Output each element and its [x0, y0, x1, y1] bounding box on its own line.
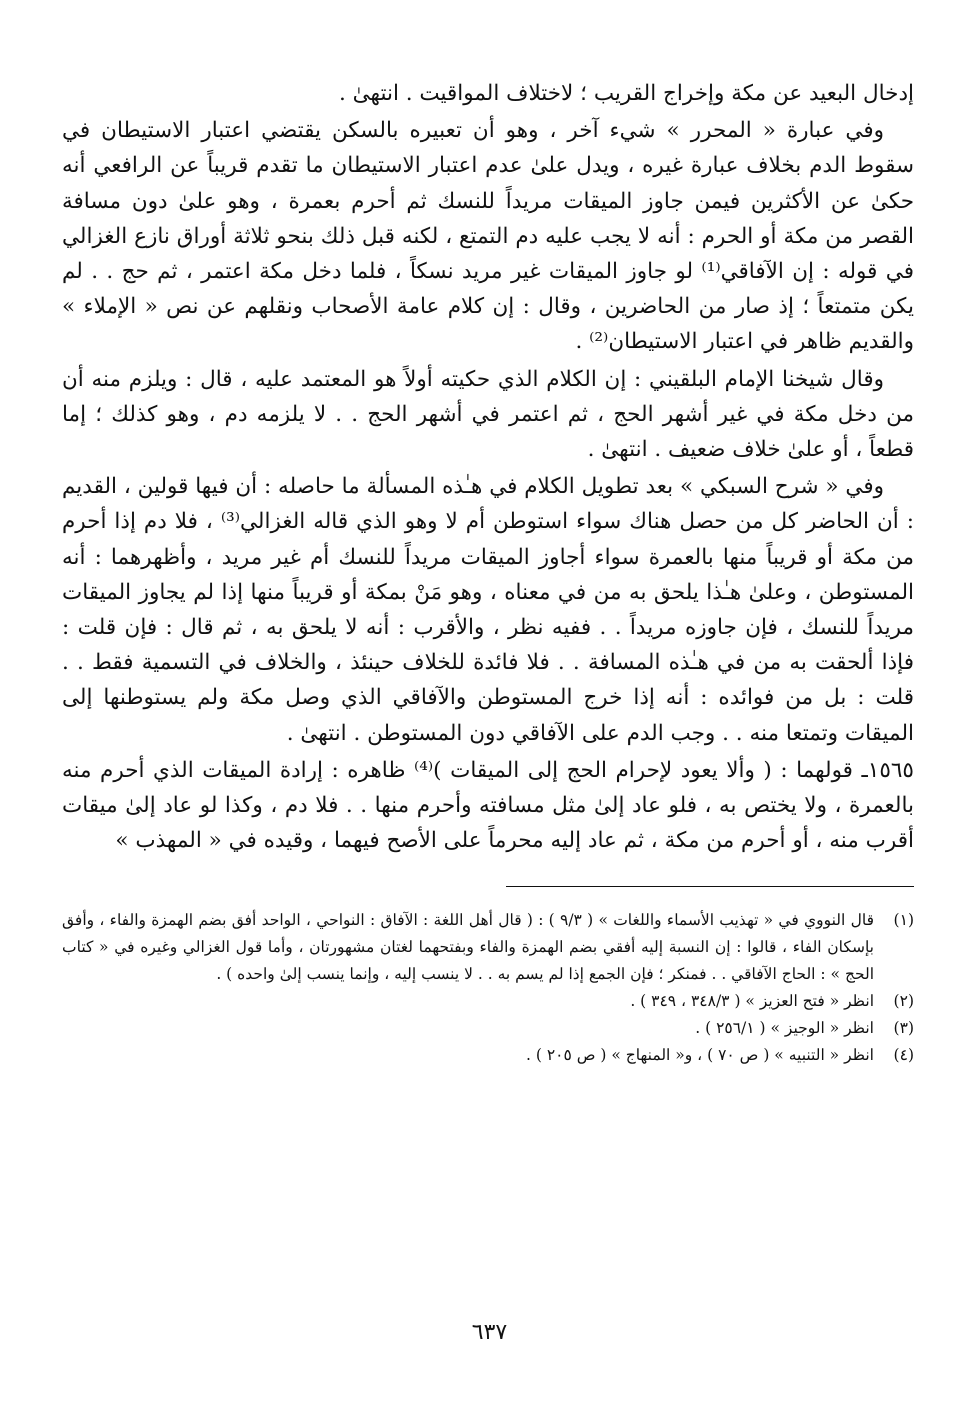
page-number: ٦٣٧: [471, 1320, 508, 1345]
footnote-text: قال النووي في « تهذيب الأسماء واللغات » ( ٩/٣ ) : ( قال أهل اللغة : الآفاق : النواحي ، الواحد أفق بضم الهمزة والفاء ، وأفق بإسكان الفاء ، قالوا : إن النسبة إليه أفقي بضم الهمزة والفاء وبفتحهما لغتان مشهورتان ، وأما قول الغزالي وغيره في « كتاب الحج » : الحاج الآفاقي . . فمنكر ؛ فإن الجمع إذا لم يسم به . . لا ينسب إليه ، وإنما ينسب إلىٰ واحده ) .: [62, 911, 874, 984]
paragraph-2: وفي عبارة « المحرر » شيء آخر ، وهو أن تعبيره بالسكن يقتضي اعتبار الاستيطان في سقوط الدم بخلاف عبارة غيره ، ويدل علىٰ عدم اعتبار الاستيطان ما تقدم قريباً عن الرافعي أنه حكىٰ عن الأكثرين فيمن جاوز الميقات مريداً للنسك ثم أحرم بعمرة ، وهو علىٰ دون مسافة القصر من مكة أو الحرم : أنه لا يجب عليه دم التمتع ، لكنه قبل ذلك بنحو ثلاثة أوراق نازع الغزالي في قوله : إن الآفاقي⁽¹⁾ لو جاوز الميقات غير مريد نسكاً ، فلما دخل مكة اعتمر ، ثم حج . . لم يكن متمتعاً ؛ إذ صار من الحاضرين ، وقال : إن كلام عامة الأصحاب ونقلهم عن نص « الإملاء » والقديم ظاهر في اعتبار الاستيطان⁽²⁾ .: [62, 118, 915, 355]
footnote-text: انظر « فتح العزيز » ( ٣٤٨/٣ ، ٣٤٩ ) .: [630, 992, 874, 1011]
footnote-number: (٣): [893, 1019, 914, 1038]
footnote-number: (٢): [893, 992, 914, 1011]
paragraph-3: وقال شيخنا الإمام البلقيني : إن الكلام الذي حكيته أولاً هو المعتمد عليه ، قال : ويلزم منه أن من دخل مكة في غير أشهر الحج ، ثم اعتمر في أشهر الحج . . لا يلزمه دم ، وهو كذلك ؛ إما قطعاً ، أو علىٰ خلاف ضعيف . انتهىٰ .: [62, 366, 914, 463]
footnote-4: [62, 1042, 914, 1069]
book-page: [62, 76, 914, 1069]
footnote-2: [62, 988, 914, 1015]
main-text: [62, 76, 914, 858]
footnotes: [62, 907, 914, 1069]
paragraph-1: إدخال البعيد عن مكة وإخراج القريب ؛ لاختلاف المواقيت . انتهىٰ .: [338, 81, 914, 106]
paragraph-4: وفي « شرح السبكي » بعد تطويل الكلام في هـٰذه المسألة ما حاصله : أن فيها قولين ، القديم : أن الحاضر كل من حصل هناك سواء استوطن أم لا وهو الذي قاله الغزالي⁽³⁾ ، فلا دم إذا أحرم من مكة أو قريباً منها بالعمرة سواء أجاوز الميقات مريداً للنسك أم غير مريد ، وأظهرهما : أنه المستوطن ، وعلىٰ هـٰذا يلحق به من في معناه ، وهو مَنْ بمكة أو قريباً منها إذا لم يجاوز الميقات مريداً للنسك ، فإن جاوزه مريداً . . ففيه نظر ، والأقرب : أنه لا يلحق به ، ثم قال : فإن قلت : فإذا ألحقت به من في هـٰذه المسافة . . فلا فائدة للخلاف حينئذ ، والخلاف في التسمية فقط . . قلت : بل من فوائده : أنه إذا خرج المستوطن والآفاقي الذي وصل مكة ولم يستوطنها إلى الميقات وتمتعا منه . . وجب الدم على الآفاقي دون المستوطن . انتهىٰ .: [62, 474, 915, 746]
footnote-separator: [506, 886, 914, 887]
footnote-1: [62, 907, 914, 988]
footnote-number: (٤): [893, 1046, 914, 1065]
footnote-text: انظر « التنبيه » ( ص ٧٠ ) ، و« المنهاج » ( ص ٢٠٥ ) .: [526, 1046, 874, 1065]
footnote-text: انظر « الوجيز » ( ٢٥٦/١ ) .: [695, 1019, 874, 1038]
footnote-3: [62, 1015, 914, 1042]
footnote-number: (١): [893, 911, 914, 930]
footnote-separator-wrap: [62, 858, 914, 907]
paragraph-5: ١٥٦٥ـ قولهما : ( وألا يعود لإحرام الحج إلى الميقات )⁽⁴⁾ ظاهره : إرادة الميقات الذي أحرم منه بالعمرة ، ولا يختص به ، فلو عاد إلىٰ مثل مسافته وأحرم منها . . فلا دم ، وكذا لو عاد إلىٰ ميقات أقرب منه ، أو أحرم من مكة ، ثم عاد إليه محرماً على الأصح فيهما ، وقيده في « المهذب »: [62, 757, 914, 854]
